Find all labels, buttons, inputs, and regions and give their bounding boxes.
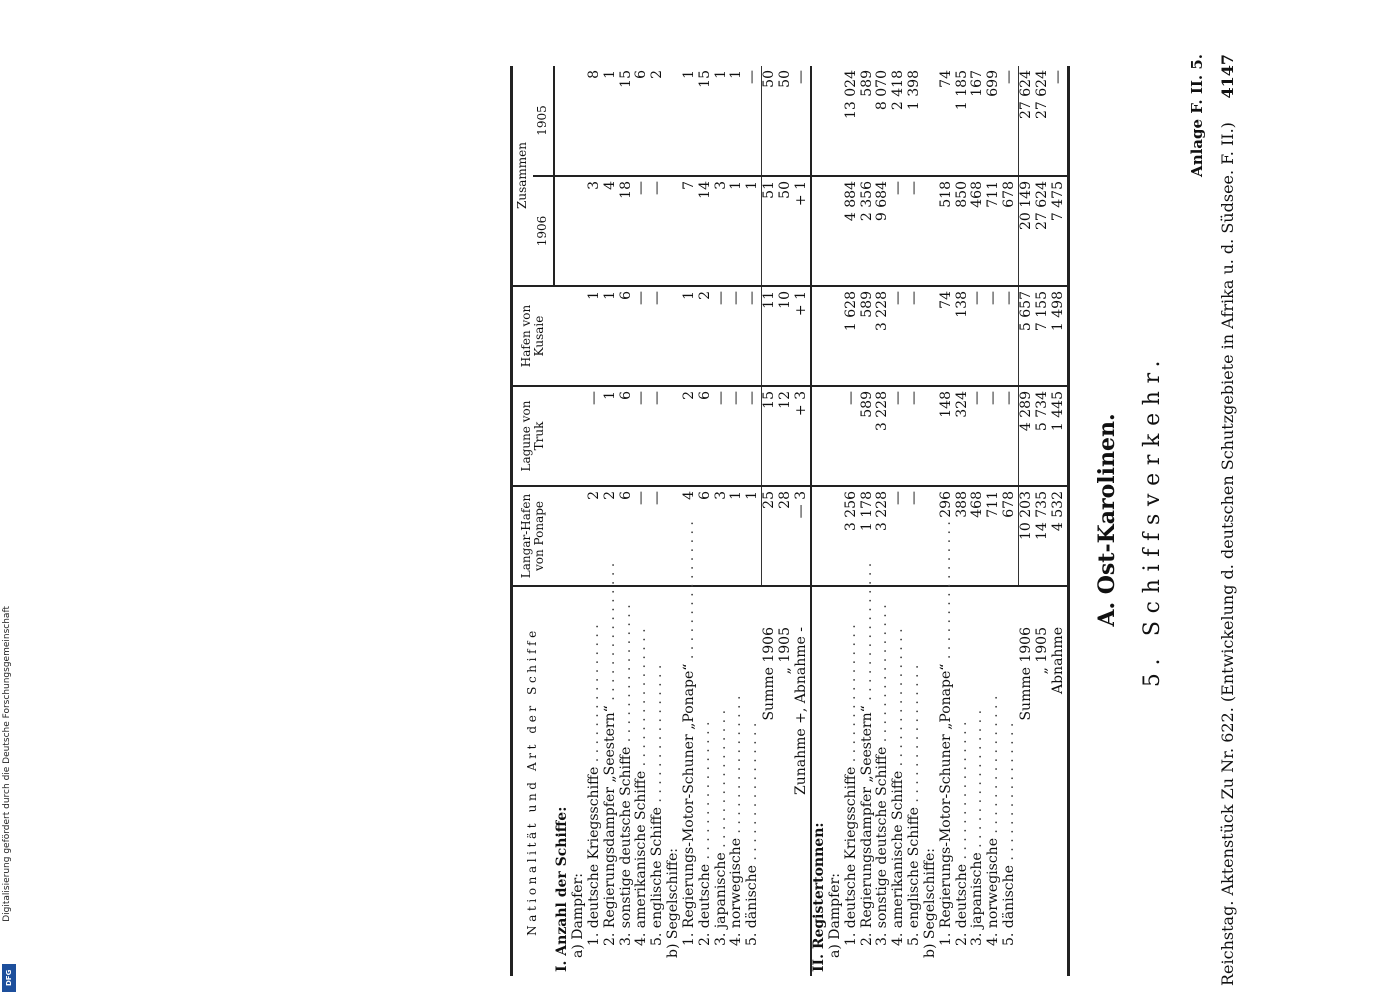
cell-c2: 5 734 xyxy=(1035,386,1051,486)
header-ponape: Langar-Hafen von Ponape xyxy=(512,486,554,586)
cell-z1: 3 xyxy=(586,176,602,286)
cell-c3: — xyxy=(650,286,666,386)
cell-c3: 138 xyxy=(954,286,970,386)
cell-z2 xyxy=(811,66,828,176)
cell-z2: 13 024 xyxy=(843,66,859,176)
cell-c2: 12 xyxy=(778,386,794,486)
cell-c3: — xyxy=(970,286,986,386)
table-row xyxy=(843,66,859,976)
cell-c1: 296 xyxy=(938,486,954,586)
cell-c2 xyxy=(828,386,844,486)
header-year-1906: 1906 xyxy=(533,176,554,286)
cell-c1: 10 203 xyxy=(1018,486,1034,586)
cell-z2: 50 xyxy=(778,66,794,176)
cell-c3 xyxy=(571,286,587,386)
cell-c1: 3 228 xyxy=(875,486,891,586)
cell-c2: 148 xyxy=(938,386,954,486)
cell-c3: 1 xyxy=(681,286,697,386)
row-label: 4. amerikanische Schiffe . . . xyxy=(891,586,907,976)
cell-z2: 15 xyxy=(697,66,713,176)
row-label: Summe 1906 xyxy=(1017,627,1034,721)
cell-c2: 1 445 xyxy=(1050,386,1068,486)
cell-z1: — xyxy=(650,176,666,286)
cell-c1: 2 xyxy=(602,486,618,586)
cell-c3: — xyxy=(1002,286,1018,386)
cell-z1: 9 684 xyxy=(875,176,891,286)
cell-z1 xyxy=(571,176,587,286)
row-label: a) Dampfer: xyxy=(826,873,843,958)
cell-c2: 589 xyxy=(859,386,875,486)
cell-c3: 589 xyxy=(859,286,875,386)
cell-z2: 1 xyxy=(729,66,745,176)
cell-z1: 678 xyxy=(1002,176,1018,286)
cell-z1: 518 xyxy=(938,176,954,286)
row-label: „ 1905 xyxy=(777,627,794,675)
cell-z1: 711 xyxy=(986,176,1002,286)
cell-c2: 15 xyxy=(761,386,777,486)
cell-c2: — xyxy=(729,386,745,486)
cell-c3: — xyxy=(986,286,1002,386)
row-label: „ 1905 xyxy=(1033,627,1050,675)
section-title: 5. Schiffsverkehr. xyxy=(1140,352,1165,688)
cell-c2: + 3 xyxy=(793,386,810,486)
table-row xyxy=(729,66,745,976)
running-head-text: Reichstag. Aktenstück Zu Nr. 622. (Entwickelung d. deutschen Schutzgebiete in Afrika u. d. Südsee. F. II.) xyxy=(1218,122,1237,986)
cell-z1: 18 xyxy=(618,176,634,286)
cell-z1: 7 475 xyxy=(1050,176,1068,286)
cell-z1 xyxy=(828,176,844,286)
table-row xyxy=(1002,66,1018,976)
table-row xyxy=(1035,66,1051,976)
cell-c3: — xyxy=(745,286,761,386)
row-label: I. Anzahl der Schiffe: xyxy=(553,806,570,972)
cell-z2: 1 xyxy=(681,66,697,176)
cell-z2: — xyxy=(1002,66,1018,176)
cell-c1: 3 256 xyxy=(843,486,859,586)
cell-c1: 4 xyxy=(681,486,697,586)
cell-c2: 3 228 xyxy=(875,386,891,486)
table-row xyxy=(828,66,844,976)
cell-c3: 11 xyxy=(761,286,777,386)
row-label: 4. norwegische . . . xyxy=(729,586,745,976)
cell-c2 xyxy=(571,386,587,486)
cell-z1 xyxy=(923,176,939,286)
cell-z1: 4 xyxy=(602,176,618,286)
row-label: 2. deutsche . . . xyxy=(954,586,970,976)
cell-z2: 8 xyxy=(586,66,602,176)
row-label: b) Segelschiffe: xyxy=(665,848,682,958)
cell-c2: — xyxy=(891,386,907,486)
cell-c3 xyxy=(554,286,571,386)
cell-z2: 167 xyxy=(970,66,986,176)
row-label: 1. Regierungs-Motor-Schuner „Ponape“ . . . xyxy=(681,586,697,976)
row-label: Zunahme +, Abnahme - xyxy=(792,627,809,795)
cell-c3: 1 xyxy=(602,286,618,386)
cell-c1: — xyxy=(891,486,907,586)
cell-z2 xyxy=(923,66,939,176)
cell-c3: — xyxy=(634,286,650,386)
cell-z2: — xyxy=(745,66,761,176)
dfg-logo: DFG xyxy=(2,964,16,992)
cell-c2: — xyxy=(843,386,859,486)
cell-z1: 7 xyxy=(681,176,697,286)
row-label: 2. Regierungsdampfer „Seestern“ . . . xyxy=(859,586,875,976)
row-label: 3. sonstige deutsche Schiffe . . . xyxy=(618,586,634,976)
table-row xyxy=(666,66,682,976)
cell-c1: 388 xyxy=(954,486,970,586)
table-row xyxy=(745,66,761,976)
cell-z1: 50 xyxy=(778,176,794,286)
table-row xyxy=(938,66,954,976)
row-label: Summe 1906 xyxy=(760,627,777,721)
row-label: 3. japanische . . . xyxy=(970,586,986,976)
table-row xyxy=(1018,66,1034,976)
cell-z1: 3 xyxy=(713,176,729,286)
table-row xyxy=(634,66,650,976)
cell-c3 xyxy=(666,286,682,386)
cell-c3: 1 628 xyxy=(843,286,859,386)
table-row xyxy=(923,66,939,976)
cell-c1: 1 xyxy=(729,486,745,586)
cell-z2: 6 xyxy=(634,66,650,176)
table-row xyxy=(713,66,729,976)
table-row xyxy=(793,66,810,976)
cell-z2 xyxy=(828,66,844,176)
anlage-label: Anlage F. II. 5. xyxy=(1188,54,1206,177)
row-label: 5. englische Schiffe . . . xyxy=(907,586,923,976)
row-label: 2. deutsche . . . xyxy=(697,586,713,976)
document-page xyxy=(40,40,1280,1000)
cell-z2: 1 xyxy=(602,66,618,176)
row-label: II. Registertonnen: xyxy=(811,586,828,976)
cell-c3: 1 xyxy=(586,286,602,386)
table-row xyxy=(602,66,618,976)
cell-c3: 7 155 xyxy=(1035,286,1051,386)
cell-c3: — xyxy=(729,286,745,386)
table-body xyxy=(554,66,1069,976)
cell-z1: — xyxy=(891,176,907,286)
table-row xyxy=(986,66,1002,976)
table-row xyxy=(761,66,777,976)
cell-z2: 1 185 xyxy=(954,66,970,176)
cell-z2 xyxy=(666,66,682,176)
row-label: 4. amerikanische Schiffe . . . xyxy=(634,586,650,976)
cell-z1: 1 xyxy=(745,176,761,286)
cell-c1: 28 xyxy=(778,486,794,586)
cell-z1: + 1 xyxy=(793,176,810,286)
page-number: 4147 xyxy=(1218,54,1237,99)
table-row xyxy=(650,66,666,976)
table-row xyxy=(907,66,923,976)
cell-c1 xyxy=(554,486,571,586)
row-label: 5. dänische . . . xyxy=(745,586,761,976)
header-year-1905: 1905 xyxy=(533,66,554,176)
cell-c2: — xyxy=(713,386,729,486)
cell-c3: 2 xyxy=(697,286,713,386)
cell-z1: — xyxy=(907,176,923,286)
cell-z1 xyxy=(666,176,682,286)
row-label: 3. japanische . . . xyxy=(713,586,729,976)
cell-z2: 589 xyxy=(859,66,875,176)
cell-c2: 6 xyxy=(697,386,713,486)
cell-z2: 699 xyxy=(986,66,1002,176)
header-zusammen: Zusammen xyxy=(512,66,533,286)
cell-c2 xyxy=(811,386,828,486)
cell-c1: 6 xyxy=(697,486,713,586)
cell-c2: 6 xyxy=(618,386,634,486)
cell-c2: — xyxy=(634,386,650,486)
cell-z2: — xyxy=(1050,66,1068,176)
cell-c2: — xyxy=(586,386,602,486)
table-row xyxy=(970,66,986,976)
cell-z1: 2 356 xyxy=(859,176,875,286)
cell-c1 xyxy=(923,486,939,586)
cell-c1 xyxy=(828,486,844,586)
cell-z2: 27 624 xyxy=(1018,66,1034,176)
cell-z2 xyxy=(554,66,571,176)
row-label: a) Dampfer: xyxy=(570,873,587,958)
cell-z2: 2 xyxy=(650,66,666,176)
cell-c1: — xyxy=(650,486,666,586)
cell-c1: — 3 xyxy=(793,486,810,586)
row-label: 1. deutsche Kriegsschiffe . . . xyxy=(843,586,859,976)
cell-c1 xyxy=(811,486,828,586)
row-label: 5. englische Schiffe . . . xyxy=(650,586,666,976)
cell-z1: 468 xyxy=(970,176,986,286)
cell-c1: 468 xyxy=(970,486,986,586)
cell-c1: 14 735 xyxy=(1035,486,1051,586)
cell-c1: — xyxy=(634,486,650,586)
cell-z2: — xyxy=(793,66,810,176)
cell-c2: 4 289 xyxy=(1018,386,1034,486)
cell-c1: 1 178 xyxy=(859,486,875,586)
table-row xyxy=(954,66,970,976)
cell-c1 xyxy=(571,486,587,586)
cell-c1: — xyxy=(907,486,923,586)
cell-c2: — xyxy=(986,386,1002,486)
cell-c3: — xyxy=(713,286,729,386)
cell-c2 xyxy=(666,386,682,486)
header-nationality: Nationalität und Art der Schiffe xyxy=(512,586,554,976)
cell-c2: 1 xyxy=(602,386,618,486)
table-row xyxy=(586,66,602,976)
row-label: Abnahme xyxy=(1050,586,1068,976)
cell-z2: 15 xyxy=(618,66,634,176)
cell-z2: 1 398 xyxy=(907,66,923,176)
cell-z1 xyxy=(811,176,828,286)
header-truk: Lagune von Truk xyxy=(512,386,554,486)
cell-c2: — xyxy=(1002,386,1018,486)
cell-c3: — xyxy=(891,286,907,386)
shipping-table xyxy=(510,66,1070,976)
cell-c3 xyxy=(923,286,939,386)
row-label: 1. deutsche Kriegsschiffe . . . xyxy=(586,586,602,976)
row-label: 1. Regierungs-Motor-Schuner „Ponape“ . . . xyxy=(938,586,954,976)
cell-z2: 8 070 xyxy=(875,66,891,176)
cell-c2: 324 xyxy=(954,386,970,486)
cell-z1: 4 884 xyxy=(843,176,859,286)
cell-z1: 20 149 xyxy=(1018,176,1034,286)
table-row xyxy=(811,66,828,976)
header-kusaie: Hafen von Kusaie xyxy=(512,286,554,386)
table-row xyxy=(697,66,713,976)
cell-c3: 74 xyxy=(938,286,954,386)
cell-c3: 10 xyxy=(778,286,794,386)
cell-c1 xyxy=(666,486,682,586)
cell-c1: 3 xyxy=(713,486,729,586)
cell-z2: 74 xyxy=(938,66,954,176)
cell-c3 xyxy=(828,286,844,386)
cell-z1: — xyxy=(634,176,650,286)
cell-z2: 27 624 xyxy=(1035,66,1051,176)
cell-z1: 850 xyxy=(954,176,970,286)
cell-c1: 25 xyxy=(761,486,777,586)
funding-note: Digitalisierung gefördert durch die Deutsche Forschungsgemeinschaft xyxy=(2,606,12,922)
table-row xyxy=(554,66,571,976)
table-row xyxy=(681,66,697,976)
cell-c1: 1 xyxy=(745,486,761,586)
table-row xyxy=(1050,66,1068,976)
cell-c3: 1 498 xyxy=(1050,286,1068,386)
cell-c2: 2 xyxy=(681,386,697,486)
table-row xyxy=(859,66,875,976)
cell-c2: — xyxy=(650,386,666,486)
cell-c3 xyxy=(811,286,828,386)
row-label: 5. dänische . . . xyxy=(1002,586,1018,976)
cell-z1: 14 xyxy=(697,176,713,286)
cell-z1 xyxy=(554,176,571,286)
row-label: 2. Regierungsdampfer „Seestern“ . . . xyxy=(602,586,618,976)
cell-z2 xyxy=(571,66,587,176)
table-row xyxy=(891,66,907,976)
cell-c1: 711 xyxy=(986,486,1002,586)
cell-c1: 6 xyxy=(618,486,634,586)
cell-z2: 50 xyxy=(761,66,777,176)
cell-c3: 6 xyxy=(618,286,634,386)
cell-c2: — xyxy=(745,386,761,486)
cell-z1: 27 624 xyxy=(1035,176,1051,286)
cell-z1: 51 xyxy=(761,176,777,286)
cell-c1: 2 xyxy=(586,486,602,586)
table-row xyxy=(571,66,587,976)
cell-c1: 4 532 xyxy=(1050,486,1068,586)
subsection-title: A. Ost-Karolinen. xyxy=(1094,413,1120,627)
table-row xyxy=(875,66,891,976)
row-label: b) Segelschiffe: xyxy=(921,848,938,958)
row-label: 3. sonstige deutsche Schiffe . . . xyxy=(875,586,891,976)
cell-z1: 1 xyxy=(729,176,745,286)
cell-c3: + 1 xyxy=(793,286,810,386)
cell-c2 xyxy=(923,386,939,486)
cell-c2: — xyxy=(970,386,986,486)
cell-c2: — xyxy=(907,386,923,486)
cell-z2: 2 418 xyxy=(891,66,907,176)
cell-c3: — xyxy=(907,286,923,386)
cell-c3: 3 228 xyxy=(875,286,891,386)
cell-c3: 5 657 xyxy=(1018,286,1034,386)
table-row xyxy=(778,66,794,976)
row-label: 4. norwegische . . . xyxy=(986,586,1002,976)
cell-c1: 678 xyxy=(1002,486,1018,586)
cell-z2: 1 xyxy=(713,66,729,176)
table-row xyxy=(618,66,634,976)
cell-c2 xyxy=(554,386,571,486)
